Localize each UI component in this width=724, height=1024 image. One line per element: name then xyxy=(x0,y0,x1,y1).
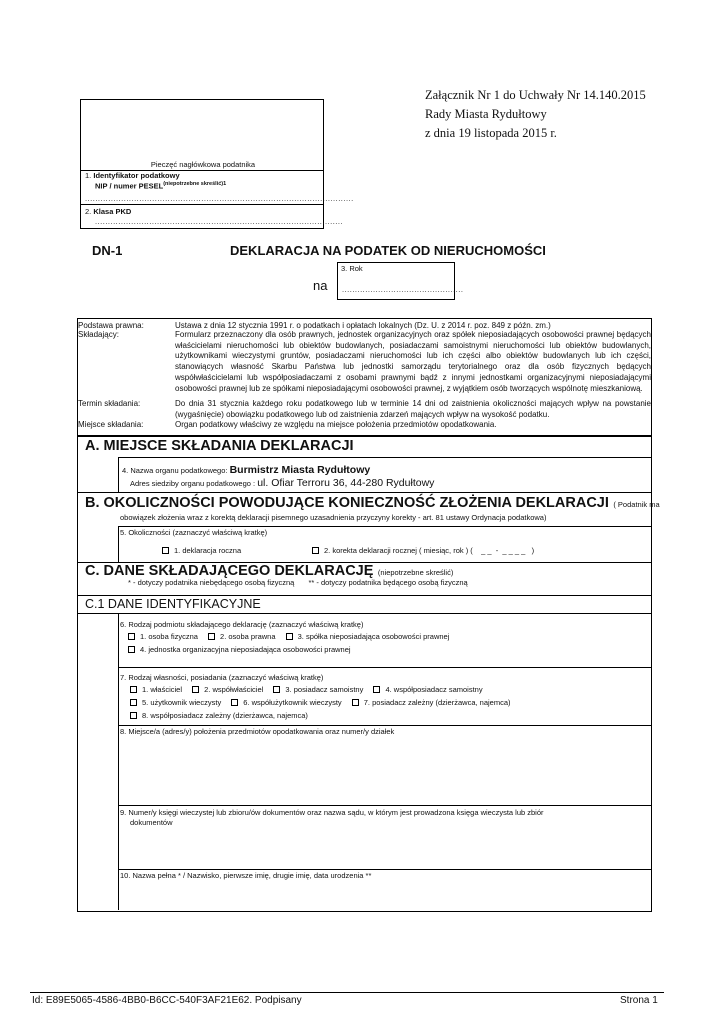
field4-label: 4. Nazwa organu podatkowego: xyxy=(122,466,228,475)
checkbox-f7-6[interactable] xyxy=(231,699,238,706)
field7-row1 xyxy=(130,685,483,694)
attachment-line1: Załącznik Nr 1 do Uchwały Nr 14.140.2015 xyxy=(425,88,646,102)
form-code: DN-1 xyxy=(92,243,123,258)
checkbox-f6-1[interactable] xyxy=(128,633,135,640)
place-label: Miejsce składania: xyxy=(78,420,144,429)
legal-box xyxy=(77,318,652,436)
f6-opt1[interactable]: 1. osoba fizyczna xyxy=(128,632,198,641)
section-b-title-row xyxy=(85,494,660,512)
field9-label: 9. Numer/y księgi wieczystej lub zbioru/ów dokumentów oraz nazwa sądu, w którym jest prowadzona księga wieczysta lub zbiór xyxy=(120,808,544,817)
field4-value[interactable]: Burmistrz Miasta Rydułtowy xyxy=(229,464,371,476)
checkbox-annual[interactable] xyxy=(162,547,169,554)
field1-sublabel: NIP / numer $PESEL^{(niepotrzebne skreślić)1}$ xyxy=(95,181,227,191)
deadline-label: Termin składania: xyxy=(78,399,141,408)
place-text: Organ podatkowy właściwy ze względu na miejsce położenia przedmiotów opodatkowania. xyxy=(175,420,497,429)
deadline-text: Do dnia 31 stycznia każdego roku podatkowego lub w terminie 14 dni od zaistnienia okoliczności mających wpływ na powstanie (wygaśnięcie) obowiązku podatkowego lub od zaistnienia zdarzeń mających wpływ na wysokość podatku. xyxy=(175,399,651,419)
checkbox-f7-2[interactable] xyxy=(192,686,199,693)
address-label: Adres siedziby organu podatkowego : xyxy=(130,479,256,488)
field4-row xyxy=(122,464,370,476)
f6-opt4[interactable]: 4. jednostka organizacyjna nieposiadająca osobowości prawnej xyxy=(128,645,351,654)
field1-input[interactable]: ........................................................................................................ xyxy=(85,194,354,203)
f7-opt6[interactable]: 6. współużytkownik wieczysty xyxy=(231,698,341,707)
field6-label: 6. Rodzaj podmiotu składającego deklarację (zaznaczyć właściwą kratkę) xyxy=(120,620,364,629)
star1-note: * - dotyczy podatnika niebędącego osobą fizyczną xyxy=(128,578,295,587)
f7-opt1[interactable]: 1. właściciel xyxy=(130,685,182,694)
field6-row1 xyxy=(128,632,449,641)
address-value[interactable]: ul. Ofiar Terroru 36, 44-280 Rydułtowy xyxy=(257,477,435,489)
checkbox-f7-8[interactable] xyxy=(130,712,137,719)
f7-opt2[interactable]: 2. współwłaściciel xyxy=(192,685,263,694)
stamp-label: Pieczęć nagłówkowa podatnika xyxy=(150,160,256,169)
checkbox-f7-1[interactable] xyxy=(130,686,137,693)
field5-opt1[interactable]: 1. deklaracja roczna xyxy=(162,546,241,555)
field7-row2 xyxy=(130,698,511,707)
section-c-stars xyxy=(128,578,468,587)
field9-label-l2: dokumentów xyxy=(130,818,173,827)
footer-id: Id: E89E5065-4586-4BB0-B6CC-540F3AF21E62. Podpisany xyxy=(32,995,302,1006)
field10-input[interactable] xyxy=(120,883,648,909)
form-title: DEKLARACJA NA PODATEK OD NIERUCHOMOŚCI xyxy=(230,243,546,258)
attachment-header xyxy=(425,86,646,143)
checkbox-f7-4[interactable] xyxy=(373,686,380,693)
basis-label: Podstawa prawna: xyxy=(78,321,144,330)
checkbox-f7-3[interactable] xyxy=(273,686,280,693)
filer-text: Formularz przeznaczony dla osób prawnych, jednostek organizacyjnych oraz spółek nieposiadających osobowości prawnej będących właścicielami nieruchomości lub obiektów budowlanych, posiadaczami samoistnymi nieruchomości lub obiektów budowlanych, użytkownikami wieczystymi gruntów, posiadaczami nieruchomości lub ich części albo obiektów budowlanych lub ich części, stanowiących własność Skarbu Państwa lub jednostki samorządu terytorialnego oraz dla osób fizycznych będących współwłaścicielami lub współposiadaczami z osobami prawnymi bądź z innymi jednostkami organizacyjnymi nieposiadającymi osobowości prawnej lub ze spółkami nieposiadającymi osobowości prawnej, z wyjątkiem osób tworzących wspólnotę mieszkaniową. xyxy=(175,330,651,393)
field10-label: 10. Nazwa pełna * / Nazwisko, pierwsze imię, drugie imię, data urodzenia ** xyxy=(120,871,372,880)
section-c-title: C. DANE SKŁADAJĄCEGO DEKLARACJĘ xyxy=(85,563,374,579)
field8-label: 8. Miejsce/a (adres/y) położenia przedmiotów opodatkowania oraz numer/y działek xyxy=(120,727,395,736)
checkbox-f7-7[interactable] xyxy=(352,699,359,706)
section-b-note: ( Podatnik ma xyxy=(613,500,660,509)
section-b-title: B. OKOLICZNOŚCI POWODUJĄCE KONIECZNOŚĆ ZŁOŻENIA DEKLARACJI xyxy=(85,495,609,511)
filer-label: Składający: xyxy=(78,330,119,339)
f7-opt3[interactable]: 3. posiadacz samoistny xyxy=(273,685,363,694)
field5-opt2[interactable]: 2. korekta deklaracji rocznej ( miesiąc, rok ) ( _ _ - _ _ _ _ ) xyxy=(312,546,534,555)
field2-label: 2. Klasa PKD xyxy=(85,207,132,216)
f7-opt5[interactable]: 5. użytkownik wieczysty xyxy=(130,698,221,707)
address-row xyxy=(130,477,434,489)
year-box[interactable] xyxy=(337,262,464,300)
f6-opt3[interactable]: 3. spółka nieposiadająca osobowości prawnej xyxy=(286,632,450,641)
f7-opt4[interactable]: 4. współposiadacz samoistny xyxy=(373,685,482,694)
section-c-note: (niepotrzebne skreślić) xyxy=(377,568,454,577)
checkbox-correction[interactable] xyxy=(312,547,319,554)
checkbox-f6-3[interactable] xyxy=(286,633,293,640)
field8-input[interactable] xyxy=(120,739,648,801)
year-input[interactable]: ............................................... xyxy=(342,285,464,294)
field2-input[interactable]: ................................................................................................ xyxy=(95,217,344,226)
section-a-title: A. MIEJSCE SKŁADANIA DEKLARACJI xyxy=(85,438,354,454)
f7-opt8[interactable]: 8. współposiadacz zależny (dzierżawca, najemca) xyxy=(130,711,308,720)
f7-opt7[interactable]: 7. posiadacz zależny (dzierżawca, najemca) xyxy=(352,698,511,707)
year-prefix: na xyxy=(313,278,328,293)
section-c1-title: C.1 DANE IDENTYFIKACYJNE xyxy=(85,597,261,611)
footer-page: Strona 1 xyxy=(620,995,658,1006)
year-label: 3. Rok xyxy=(341,264,363,273)
section-b-note-line2: obowiązek złożenia wraz z korektą deklaracji pisemnego uzasadnienia przyczyny korekty - art. 81 ustawy Ordynacja podatkowa) xyxy=(120,513,547,522)
field7-label: 7. Rodzaj własności, posiadania (zaznaczyć właściwą kratkę) xyxy=(120,673,324,682)
field1-label: 1. Identyfikator podatkowy xyxy=(85,171,180,180)
checkbox-f6-4[interactable] xyxy=(128,646,135,653)
checkbox-f6-2[interactable] xyxy=(208,633,215,640)
main-form xyxy=(77,436,660,912)
footer-rule xyxy=(30,992,664,993)
star2-note: ** - dotyczy podatnika będącego osobą fizyczną xyxy=(308,578,468,587)
f6-opt2[interactable]: 2. osoba prawna xyxy=(208,632,275,641)
checkbox-f7-5[interactable] xyxy=(130,699,137,706)
attachment-line3: z dnia 19 listopada 2015 r. xyxy=(425,126,557,140)
field5-label: 5. Okoliczności (zaznaczyć właściwą kratkę) xyxy=(120,528,268,537)
stamp-box xyxy=(80,99,354,229)
attachment-line2: Rady Miasta Rydułtowy xyxy=(425,107,547,121)
field9-input[interactable] xyxy=(120,830,648,868)
basis-text: Ustawa z dnia 12 stycznia 1991 r. o podatkach i opłatach lokalnych (Dz. U. z 2014 r. poz. 849 z późn. zm.) xyxy=(175,321,551,330)
